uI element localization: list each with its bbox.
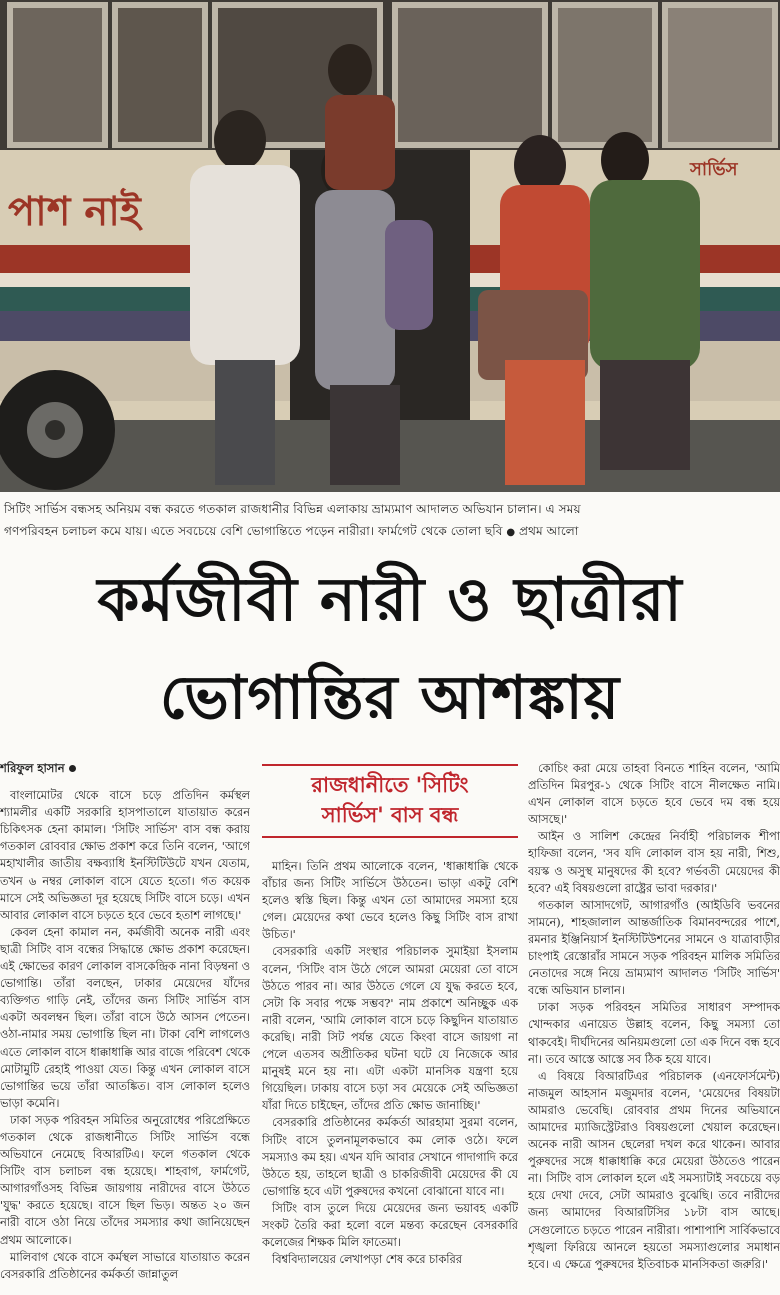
passenger-woman-patterned xyxy=(590,132,700,470)
bus-sign-text: পাশ নাই xyxy=(8,189,141,235)
paragraph: কোচিং করা মেয়ে তাহবা বিনতে শাহিন বলেন, 'আমি প্রতিদিন মিরপুর-১ থেকে সিটিং বাসে নীলক্ষেত নামি। এখন লোকাল বাসে চড়তে হবে ভেবে দম বন্ধ হয়ে আসছে।' xyxy=(528,762,780,827)
subheadline-box xyxy=(262,764,518,838)
subheadline-line-1: রাজধানীতে 'সিটিং xyxy=(311,773,469,797)
paragraph: বেসরকারি প্রতিষ্ঠানের কর্মকর্তা আরহামা সুরমা বলেন, সিটিং বাসে তুলনামূলকভাবে কম লোক ওঠে। ফলে সমস্যাও কম হয়। এখন যদি আবার সেখানে গাদাগাদি করে উঠতে হয়, তাহলে ছাত্রী ও চাকরিজীবী মেয়েদের কী যে ভোগান্তি হবে এটা পুরুষদের কখনো বোঝানো যাবে না। xyxy=(262,1116,518,1198)
headline-line-1: কর্মজীবী নারী ও ছাত্রীরা xyxy=(97,565,683,635)
caption-line-2 xyxy=(4,520,776,544)
paragraph: বিশ্ববিদ্যালয়ের লেখাপড়া শেষ করে চাকরির xyxy=(272,1253,462,1267)
paragraph: ঢাকা সড়ক পরিবহন সমিতির অনুরোধের পরিপ্রেক্ষিতে গতকাল থেকে রাজধানীতে সিটিং সার্ভিস বন্ধে অভিযানে নেমেছে বিআরটিএ। ফলে গতকাল থেকে সিটিং বাস চলাচল বন্ধ হয়েছে। শাহবাগ, ফার্মগেট, আগারগাঁওসহ বিভিন্ন জায়গায় নারীদের বাসে উঠতে 'যুদ্ধ' করতে হয়েছে। বাসে ছিল ভিড়। অন্তত ২০ জন নারী বাসে ওঠা নিয়ে তাঁদের সমস্যার কথা জানিয়েছেন প্রথম আলোকে। xyxy=(0,1113,250,1247)
photo-caption xyxy=(0,496,780,546)
paragraph: কেবল হেনা কামাল নন, কর্মজীবী অনেক নারী এবং ছাত্রী সিটিং বাস বন্ধের সিদ্ধান্তে ক্ষোভ প্রকাশ করেছেন। এই ক্ষোভের কারণ লোকাল বাসকেন্দ্রিক নানা বিড়ম্বনা ও ভোগান্তি। তাঁরা বলছেন, ঢাকার মেয়েদের যাঁদের ব্যক্তিগত গাড়ি নেই, তাঁদের জন্য সিটিং সার্ভিস বাস একটা অবলম্বন ছিল। তাঁরা বাসে উঠে আসন পেতেন। ওঠা-নামার সময় ভোগান্তি ছিল না। টাকা বেশি লাগলেও এতে লোকাল বাসে ধাক্কাধাক্কি আর বাজে পরিবেশ থেকে মোটামুটি রেহাই পাওয়া যেত। কিন্তু এখন লোকাল বাসে ভোগান্তির ভয়ে তাঁরা আতঙ্কিত। বাস লোকাল হলেও ভাড়া কমেনি। xyxy=(0,925,250,1110)
author-name: শরিফুল হাসান xyxy=(0,761,65,775)
bus-photo-illustration xyxy=(0,0,780,492)
paragraph: ঢাকা সড়ক পরিবহন সমিতির সাধারণ সম্পাদক খোন্দকার এনায়েত উল্লাহ বলেন, কিছু সমস্যা তো থাকবেই। দীর্ঘদিনের অনিয়মগুলো তো এক দিনে বন্ধ হবে না। তবে আস্তে আস্তে সব ঠিক হয়ে যাবে। xyxy=(528,1001,780,1066)
photo-credit: প্রথম আলো xyxy=(519,524,579,538)
paragraph: বাংলামোটর থেকে বাসে চড়ে প্রতিদিন কর্মস্থল শ্যামলীর একটি সরকারি হাসপাতালে যাতায়াত করেন চিকিৎসক হেনা কামাল। 'সিটিং সার্ভিস' বাস বন্ধ করায় গতকাল রোববার ক্ষোভ প্রকাশ করে তিনি বলেন, 'আগে মহাখালীর জাতীয় বক্ষব্যাধি ইনস্টিটিউটে যখন যেতাম, তখন ৬ নম্বর লোকাল বাসে যেতে হতো। গত কয়েক মাসে সেই অভিজ্ঞতা দূর হয়েছে সিটিং বাসে চড়ে। এখন আবার লোকাল বাসে চড়তে হবে ভেবে হতাশ লাগছে।' xyxy=(0,789,250,922)
paragraph: আইন ও সালিশ কেন্দ্রের নির্বাহী পরিচালক শীপা হাফিজা বলেন, 'সব যদি লোকাল বাস হয় নারী, শিশু, বয়স্ক ও অসুস্থ মানুষদের কী হবে? গর্ভবতী মেয়েদের কী হবে? এই বিষয়গুলো রাষ্ট্রের ভাবা দরকার।' xyxy=(528,830,780,895)
article-column-3 xyxy=(528,760,780,1295)
paragraph: এ বিষয়ে বিআরটিএর পরিচালক (এনফোর্সমেন্ট) নাজমুল আহসান মজুমদার বলেন, 'মেয়েদের বিষয়টা আমরাও ভেবেছি। রোববার প্রথম দিনের অভিযানে আমাদের ম্যাজিস্ট্রেটরাও বিষয়গুলো খেয়াল করেছেন। অনেক নারী আসন ছেলেরা দখল করে থাকেন। আবার পুরুষদের সঙ্গে ধাক্কাধাক্কি করে মেয়েরা উঠতেও পারেন না। সিটিং বাস লোকাল হলে এই সমস্যাটাই সবচেয়ে বড় হয়ে দেখা দেবে, সেটা আমরাও বুঝেছি। তবে নারীদের জন্য আমাদের বিআরটিসির ১৮টা বাস আছে। সেগুলোতে চড়তে পারেন নারীরা। পাশাপাশি সার্বিকভাবে শৃঙ্খলা ফিরিয়ে আনলে হয়তো সমস্যাগুলোর সমাধান হবে। এ ক্ষেত্রে পুরুষদের ইতিবাচক মানসিকতা জরুরি।' xyxy=(528,1069,780,1271)
paragraph: বেসরকারি একটি সংস্থার পরিচালক সুমাইয়া ইসলাম বলেন, 'সিটিং বাস উঠে গেলে আমরা মেয়েরা তো বাসে উঠতে পারব না। আর উঠতে গেলে যে যুদ্ধ করতে হবে, সেটা কি সবার পক্ষে সম্ভব?' নাম প্রকাশে অনিচ্ছুক এক নারী বলেন, 'আমি লোকাল বাসে চড়ে কিছুদিন যাতায়াত করেছি। নারী সিট পর্যন্ত যেতে কিংবা বাসে জায়গা না পেলে এতসব অপ্রীতিকর ঘটনা ঘটে যে নিজেকে আর মানুষই মনে হয় না। এটা একটা মানসিক যন্ত্রণা হয়ে গিয়েছিল। ঢাকায় বাসে চড়া সব মেয়েকে সেই অভিজ্ঞতা যাঁরা দিতে চাইছেন, তাঁদের প্রতি ক্ষোভ জানাচ্ছি।' xyxy=(262,945,518,1113)
news-photo xyxy=(0,0,780,492)
article-column-2 xyxy=(262,760,518,1295)
bus-route-text: সার্ভিস xyxy=(690,159,738,180)
paragraph: সিটিং বাস তুলে দিয়ে মেয়েদের জন্য ভয়াবহ একটি সংকট তৈরি করা হলো বলে মন্তব্য করেছেন বেসরকারি কলেজের শিক্ষক মিলি ফাতেমা। xyxy=(262,1201,518,1250)
credit-bullet-icon: ● xyxy=(506,527,516,538)
article-column-1 xyxy=(0,760,250,1295)
headline-line-2: ভোগান্তির আশঙ্কায় xyxy=(159,663,621,733)
subheadline-line-2: সার্ভিস' বাস বন্ধ xyxy=(321,803,459,827)
headline xyxy=(0,560,780,738)
caption-line-2-text: গণপরিবহন চলাচল কমে যায়। এতে সবচেয়ে বেশি ভোগান্তিতে পড়েন নারীরা। ফার্মগেট থেকে তোলা ছবি xyxy=(4,524,503,538)
byline xyxy=(0,760,250,777)
paragraph: মালিবাগ থেকে বাসে কর্মস্থল সাভারে যাতায়াত করেন বেসরকারি প্রতিষ্ঠানের কর্মকর্তা জান্নাতুল xyxy=(0,1250,250,1281)
caption-line-1: সিটিং সার্ভিস বন্ধসহ অনিয়ম বন্ধ করতে গতকাল রাজধানীর বিভিন্ন এলাকায় ভ্রাম্যমাণ আদালত অভিযান চালান। এ সময় xyxy=(4,502,581,516)
paragraph: গতকাল আসাদগেট, আগারগাঁও (আইডিবি ভবনের সামনে), শাহজালাল আন্তর্জাতিক বিমানবন্দরের পাশে, রমনার ইঞ্জিনিয়ার্স ইনস্টিটিউশনের সামনে ও যাত্রাবাড়ীর চাংপাই রেস্তোরাঁর সামনে সড়ক পরিবহন মালিক সমিতির নেতাদের সঙ্গে নিয়ে ভ্রাম্যমাণ আদালত 'সিটিং সার্ভিস' বন্ধে অভিযান চালান। xyxy=(528,898,780,998)
paragraph: মাহিন। তিনি প্রথম আলোকে বলেন, 'ধাক্কাধাক্কি থেকে বাঁচার জন্য সিটিং সার্ভিসে উঠতেন। ভাড়া একটু বেশি হলেও স্বস্তি ছিল। কিন্তু এখন তো আমাদের সমস্যা হয়ে গেল। মেয়েদের কথা ভেবে হলেও কিছু সিটিং বাস রাখা উচিত।' xyxy=(262,860,518,942)
byline-bullet-icon xyxy=(69,765,76,772)
